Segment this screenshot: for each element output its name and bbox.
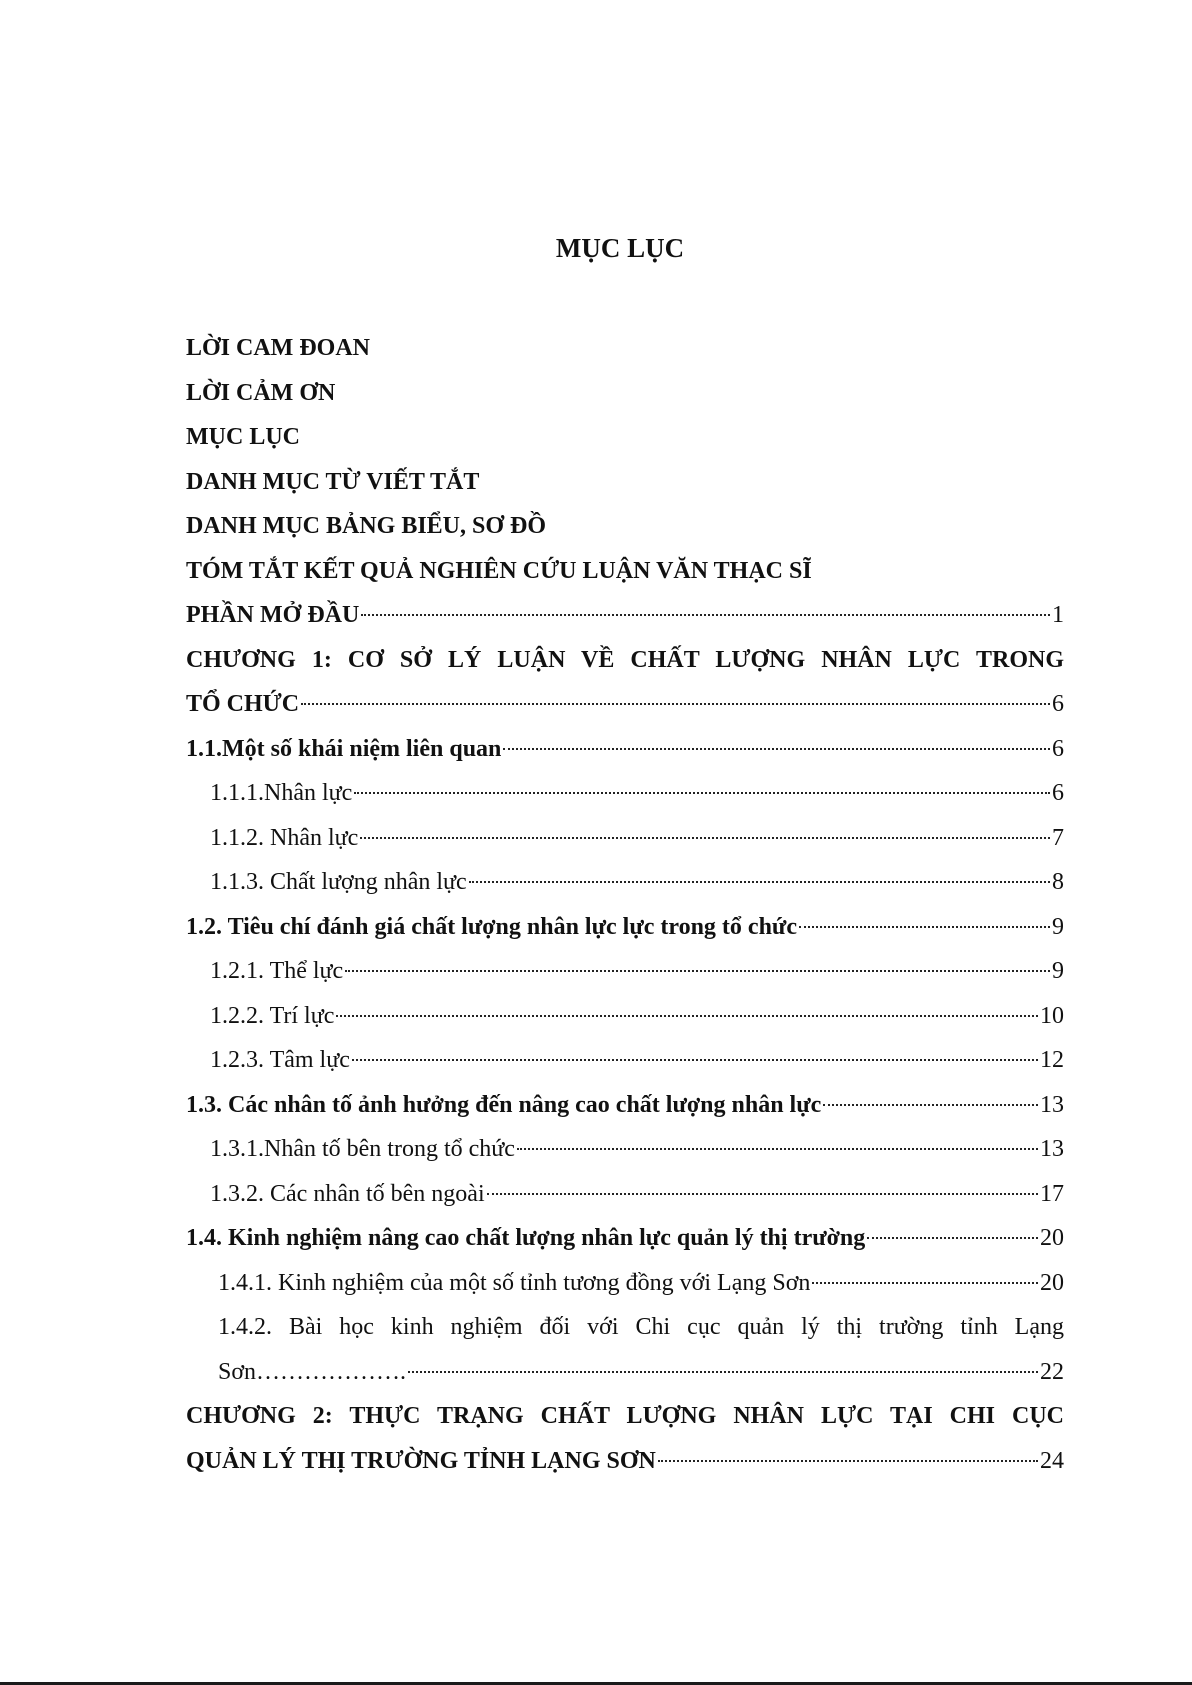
toc-entry-text: TÓM TẮT KẾT QUẢ NGHIÊN CỨU LUẬN VĂN THẠC SĨ	[186, 557, 812, 584]
toc-entry-1-3[interactable]	[186, 1083, 1064, 1128]
toc-entry-danh-muc-bang-bieu[interactable]	[186, 504, 1064, 549]
toc-entry-1-1-2[interactable]	[186, 816, 1064, 861]
toc-page-number: 9	[1052, 958, 1064, 984]
toc-page-number: 13	[1040, 1136, 1064, 1162]
toc-entry-1-1-1[interactable]	[186, 771, 1064, 816]
toc-entry-1-4-2-line1[interactable]	[186, 1305, 1064, 1350]
toc-entry-1-1[interactable]	[186, 727, 1064, 772]
dot-leader	[301, 703, 1050, 705]
toc-entry-text: CHƯƠNG 2: THỰC TRẠNG CHẤT LƯỢNG NHÂN LỰC TẠI CHI CỤC	[186, 1403, 1064, 1429]
toc-page-number: 22	[1040, 1358, 1064, 1385]
toc-entry-text: 1.3. Các nhân tố ảnh hưởng đến nâng cao chất lượng nhân lực	[186, 1091, 822, 1118]
toc-page-number: 6	[1052, 780, 1064, 806]
toc-entry-tom-tat[interactable]	[186, 549, 1064, 594]
dot-leader	[408, 1371, 1038, 1373]
toc-entry-text: MỤC LỤC	[186, 424, 300, 450]
toc-entry-text: 1.3.2. Các nhân tố bên ngoài	[210, 1180, 485, 1207]
toc-entry-text: 1.2.3. Tâm lực	[210, 1047, 350, 1073]
toc-entry-1-4[interactable]	[186, 1216, 1064, 1261]
dot-leader	[360, 837, 1050, 839]
toc-entry-text: DANH MỤC BẢNG BIỂU, SƠ ĐỒ	[186, 513, 547, 539]
toc-entry-text: 1.1.2. Nhân lực	[210, 824, 359, 851]
toc-page-number: 6	[1052, 691, 1064, 717]
toc-page-number: 13	[1040, 1091, 1064, 1118]
dot-leader	[487, 1193, 1038, 1195]
toc-entry-text: 1.2.1. Thể lực	[210, 958, 344, 984]
toc-page-number: 8	[1052, 869, 1064, 895]
toc-entry-1-2-2[interactable]	[186, 994, 1064, 1039]
toc-entry-text: QUẢN LÝ THỊ TRƯỜNG TỈNH LẠNG SƠN	[186, 1447, 656, 1474]
toc-entry-1-1-3[interactable]	[186, 860, 1064, 905]
toc-entry-1-3-2[interactable]	[186, 1172, 1064, 1217]
toc-entry-loi-cam-on[interactable]	[186, 371, 1064, 416]
toc-page-number: 6	[1052, 735, 1064, 762]
toc-entry-muc-luc[interactable]	[186, 415, 1064, 460]
toc-entry-1-3-1[interactable]	[186, 1127, 1064, 1172]
toc-page-number: 24	[1040, 1447, 1064, 1474]
dot-leader	[867, 1237, 1038, 1239]
toc-page-number: 20	[1040, 1269, 1064, 1296]
dot-leader	[354, 792, 1050, 794]
toc-entry-text: TỔ CHỨC	[186, 691, 300, 717]
dot-leader	[336, 1015, 1038, 1017]
toc-entry-text: Sơn……………….	[218, 1358, 407, 1385]
toc-entry-chuong-2-line2[interactable]	[186, 1439, 1064, 1484]
toc-page-number: 12	[1040, 1047, 1064, 1073]
toc-entry-1-4-2-line2[interactable]	[186, 1350, 1064, 1395]
toc-entry-text: 1.1.1.Nhân lực	[210, 780, 353, 806]
dot-leader	[361, 614, 1050, 616]
toc-entry-text: 1.3.1.Nhân tố bên trong tổ chức	[210, 1136, 515, 1162]
toc-page-number: 10	[1040, 1002, 1064, 1029]
toc-entry-text: 1.4.2. Bài học kinh nghiệm đối với Chi cục quản lý thị trường tỉnh Lạng	[218, 1314, 1064, 1340]
dot-leader	[469, 881, 1050, 883]
toc-entry-text: DANH MỤC TỪ VIẾT TẮT	[186, 468, 480, 495]
toc-page-number: 7	[1052, 824, 1064, 851]
dot-leader	[345, 970, 1050, 972]
toc-entry-text: 1.2.2. Trí lực	[210, 1002, 335, 1029]
toc-entry-chuong-2-line1[interactable]	[186, 1394, 1064, 1439]
page-title: MỤC LỤC	[555, 233, 685, 263]
toc-entry-1-2[interactable]	[186, 905, 1064, 950]
toc-entry-phan-mo-dau[interactable]	[186, 593, 1064, 638]
dot-leader	[823, 1104, 1038, 1106]
dot-leader	[352, 1059, 1038, 1061]
toc-entry-text: LỜI CAM ĐOAN	[186, 335, 370, 361]
toc-page-number: 20	[1040, 1225, 1064, 1251]
toc-entry-text: 1.1.3. Chất lượng nhân lực	[210, 869, 467, 895]
toc-entry-text: 1.4.1. Kinh nghiệm của một số tỉnh tương đồng với Lạng Sơn	[218, 1269, 811, 1296]
toc-entry-text: LỜI CẢM ƠN	[186, 379, 336, 406]
dot-leader	[799, 926, 1050, 928]
toc-entry-text: 1.4. Kinh nghiệm nâng cao chất lượng nhân lực quản lý thị trường	[186, 1225, 866, 1251]
toc-page-number: 9	[1052, 913, 1064, 940]
toc-entry-text: CHƯƠNG 1: CƠ SỞ LÝ LUẬN VỀ CHẤT LƯỢNG NHÂN LỰC TRONG	[186, 646, 1064, 673]
toc-page-number: 1	[1052, 602, 1064, 628]
toc-entry-danh-muc-tu-viet-tat[interactable]	[186, 460, 1064, 505]
dot-leader	[517, 1148, 1038, 1150]
toc-entry-text: PHẦN MỞ ĐẦU	[186, 602, 360, 628]
toc-entry-chuong-1-line1[interactable]	[186, 638, 1064, 683]
toc-entry-loi-cam-doan[interactable]	[186, 326, 1064, 371]
dot-leader	[812, 1282, 1038, 1284]
toc-entry-1-2-1[interactable]	[186, 949, 1064, 994]
toc-entry-1-2-3[interactable]	[186, 1038, 1064, 1083]
toc-entry-text: 1.2. Tiêu chí đánh giá chất lượng nhân lực lực trong tổ chức	[186, 913, 797, 940]
toc-entry-1-4-1[interactable]	[186, 1261, 1064, 1306]
dot-leader	[503, 748, 1050, 750]
table-of-contents	[186, 326, 1064, 1483]
toc-entry-text: 1.1.Một số khái niệm liên quan	[186, 735, 502, 762]
dot-leader	[658, 1460, 1038, 1462]
toc-page-number: 17	[1040, 1180, 1064, 1207]
toc-entry-chuong-1-line2[interactable]	[186, 682, 1064, 727]
